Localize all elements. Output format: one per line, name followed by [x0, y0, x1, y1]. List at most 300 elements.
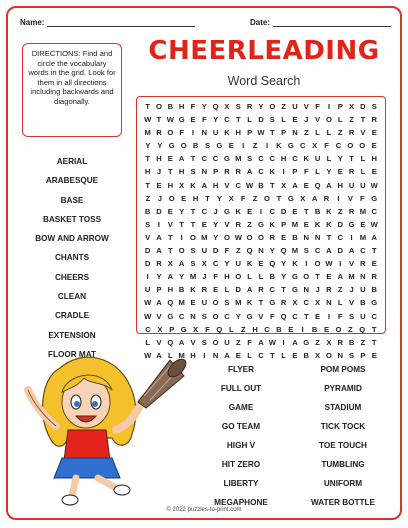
grid-letter[interactable]: E [190, 115, 196, 125]
grid-letter[interactable]: S [224, 298, 230, 308]
grid-letter[interactable]: D [235, 285, 242, 295]
grid-letter[interactable]: B [144, 206, 151, 216]
grid-letter[interactable]: R [258, 285, 264, 295]
grid-letter[interactable]: G [216, 141, 223, 151]
grid-letter[interactable]: L [168, 350, 173, 360]
grid-letter[interactable]: A [156, 246, 162, 256]
grid-letter[interactable]: K [326, 206, 332, 216]
grid-letter[interactable]: V [347, 193, 353, 203]
grid-letter[interactable]: E [371, 350, 377, 360]
grid-letter[interactable]: E [167, 206, 173, 216]
grid-letter[interactable]: S [190, 167, 196, 177]
grid-letter[interactable]: G [180, 324, 187, 334]
grid-letter[interactable]: T [360, 115, 366, 125]
grid-letter[interactable]: O [325, 115, 332, 125]
grid-letter[interactable]: L [326, 128, 332, 138]
grid-letter[interactable]: W [144, 311, 152, 321]
grid-letter[interactable]: S [201, 337, 207, 347]
grid-letter[interactable]: C [264, 324, 270, 334]
grid-letter[interactable]: A [156, 298, 162, 308]
grid-letter[interactable]: F [240, 193, 246, 203]
grid-letter[interactable]: Y [213, 115, 219, 125]
grid-letter[interactable]: U [201, 298, 208, 308]
grid-letter[interactable]: M [359, 206, 367, 216]
grid-letter[interactable]: C [371, 206, 377, 216]
grid-letter[interactable]: Y [145, 141, 151, 151]
grid-letter[interactable]: Y [337, 154, 343, 164]
grid-letter[interactable]: E [337, 167, 343, 177]
grid-letter[interactable]: F [213, 272, 218, 282]
grid-letter[interactable]: K [269, 219, 276, 229]
grid-letter[interactable]: I [259, 206, 262, 216]
grid-letter[interactable]: M [178, 298, 185, 308]
grid-letter[interactable]: L [360, 167, 366, 177]
grid-letter[interactable]: S [190, 246, 196, 256]
grid-letter[interactable]: X [315, 298, 321, 308]
grid-letter[interactable]: Z [247, 219, 252, 229]
grid-letter[interactable]: H [235, 128, 242, 138]
grid-letter[interactable]: C [335, 141, 342, 151]
grid-letter[interactable]: X [201, 259, 207, 269]
grid-letter[interactable]: C [303, 298, 309, 308]
grid-letter[interactable]: H [224, 272, 230, 282]
grid-letter[interactable]: R [235, 167, 242, 177]
name-field[interactable] [20, 18, 195, 27]
grid-letter[interactable]: Y [224, 259, 230, 269]
grid-letter[interactable]: E [303, 219, 309, 229]
grid-letter[interactable]: E [371, 141, 377, 151]
grid-letter[interactable]: Z [337, 285, 343, 295]
grid-letter[interactable]: C [337, 232, 343, 242]
grid-letter[interactable]: V [349, 298, 355, 308]
grid-letter[interactable]: C [258, 350, 264, 360]
grid-letter[interactable]: I [327, 311, 330, 321]
grid-letter[interactable]: O [180, 141, 187, 151]
grid-letter[interactable]: T [371, 324, 377, 334]
grid-letter[interactable]: E [281, 232, 287, 242]
grid-letter[interactable]: Z [303, 128, 309, 138]
grid-letter[interactable]: Y [281, 272, 287, 282]
grid-letter[interactable]: W [257, 128, 265, 138]
grid-letter[interactable]: M [178, 350, 185, 360]
grid-letter[interactable]: A [246, 167, 253, 177]
grid-letter[interactable]: A [224, 350, 230, 360]
grid-letter[interactable]: R [246, 102, 253, 111]
grid-letter[interactable]: C [201, 206, 208, 216]
grid-letter[interactable]: W [144, 115, 152, 125]
grid-letter[interactable]: I [350, 232, 353, 242]
grid-letter[interactable]: S [190, 259, 196, 269]
grid-letter[interactable]: T [303, 206, 309, 216]
grid-letter[interactable]: Q [280, 246, 287, 256]
grid-letter[interactable]: E [292, 115, 298, 125]
grid-letter[interactable]: O [235, 272, 242, 282]
grid-letter[interactable]: E [371, 128, 377, 138]
grid-letter[interactable]: T [145, 180, 150, 190]
grid-letter[interactable]: Y [258, 102, 264, 111]
grid-letter[interactable]: Z [240, 324, 246, 334]
grid-letter[interactable]: X [300, 193, 306, 203]
grid-letter[interactable]: T [349, 154, 354, 164]
grid-letter[interactable]: I [180, 232, 183, 242]
grid-letter[interactable]: T [179, 219, 184, 229]
grid-letter[interactable]: L [145, 337, 150, 347]
grid-letter[interactable]: M [201, 232, 208, 242]
grid-letter[interactable]: T [145, 102, 150, 111]
grid-letter[interactable]: X [292, 298, 298, 308]
grid-letter[interactable]: X [179, 180, 185, 190]
grid-letter[interactable]: Q [269, 259, 276, 269]
grid-letter[interactable]: F [190, 102, 196, 111]
grid-letter[interactable]: M [348, 272, 355, 282]
grid-letter[interactable]: I [301, 324, 304, 334]
grid-letter[interactable]: Y [179, 272, 185, 282]
grid-letter[interactable]: G [246, 311, 253, 321]
grid-letter[interactable]: E [371, 167, 377, 177]
grid-letter[interactable]: W [370, 180, 378, 190]
grid-letter[interactable]: E [288, 324, 294, 334]
grid-letter[interactable]: M [189, 272, 197, 282]
grid-letter[interactable]: Z [235, 337, 241, 347]
grid-letter[interactable]: P [247, 128, 253, 138]
grid-letter[interactable]: C [178, 311, 185, 321]
grid-letter[interactable]: O [224, 232, 230, 242]
grid-letter[interactable]: W [234, 232, 242, 242]
grid-letter[interactable]: E [292, 206, 298, 216]
grid-letter[interactable]: W [268, 337, 276, 347]
grid-letter[interactable]: P [281, 128, 287, 138]
grid-letter[interactable]: H [192, 193, 199, 203]
grid-letter[interactable]: G [257, 219, 264, 229]
grid-letter[interactable]: S [235, 102, 241, 111]
grid-letter[interactable]: O [303, 272, 310, 282]
grid-letter[interactable]: W [144, 298, 152, 308]
grid-letter[interactable]: J [157, 193, 162, 203]
grid-letter[interactable]: V [190, 337, 196, 347]
grid-letter[interactable]: E [303, 180, 309, 190]
grid-letter[interactable]: C [292, 154, 298, 164]
grid-letter[interactable]: I [327, 102, 330, 111]
grid-letter[interactable]: Q [167, 337, 174, 347]
grid-letter[interactable]: H [371, 154, 377, 164]
grid-letter[interactable]: D [144, 259, 151, 269]
grid-letter[interactable]: K [190, 180, 196, 190]
grid-letter[interactable]: N [303, 232, 309, 242]
grid-letter[interactable]: Z [252, 193, 258, 203]
grid-letter[interactable]: U [348, 180, 355, 190]
grid-letter[interactable]: Z [145, 193, 151, 203]
grid-letter[interactable]: T [269, 128, 275, 138]
grid-letter[interactable]: O [257, 232, 264, 242]
grid-letter[interactable]: B [303, 350, 309, 360]
grid-letter[interactable]: N [292, 128, 298, 138]
grid-letter[interactable]: C [212, 259, 219, 269]
grid-letter[interactable]: I [339, 259, 342, 269]
grid-letter[interactable]: O [167, 128, 174, 138]
grid-letter[interactable]: E [292, 350, 298, 360]
grid-letter[interactable]: R [360, 259, 366, 269]
grid-letter[interactable]: H [178, 167, 185, 177]
grid-letter[interactable]: S [349, 350, 355, 360]
grid-letter[interactable]: T [326, 232, 332, 242]
grid-letter[interactable]: B [258, 180, 264, 190]
grid-letter[interactable]: D [144, 246, 151, 256]
grid-letter[interactable]: I [282, 167, 285, 177]
grid-letter[interactable]: K [314, 219, 321, 229]
grid-letter[interactable]: H [212, 180, 219, 190]
word-search-grid[interactable] [136, 96, 386, 360]
grid-letter[interactable]: I [146, 272, 149, 282]
grid-letter[interactable]: S [247, 154, 253, 164]
grid-letter[interactable]: Q [216, 324, 223, 334]
grid-letter[interactable]: C [371, 311, 377, 321]
grid-letter[interactable]: N [326, 298, 332, 308]
date-blank[interactable] [273, 18, 391, 27]
grid-letter[interactable]: W [166, 115, 174, 125]
grid-letter[interactable]: E [258, 259, 264, 269]
grid-letter[interactable]: E [235, 350, 241, 360]
grid-letter[interactable]: U [360, 285, 366, 295]
grid-letter[interactable]: C [269, 285, 276, 295]
grid-letter[interactable]: C [299, 141, 306, 151]
grid-letter[interactable]: V [224, 219, 230, 229]
grid-letter[interactable]: F [247, 337, 252, 347]
grid-letter[interactable]: L [360, 154, 366, 164]
grid-letter[interactable]: A [201, 180, 208, 190]
grid-letter[interactable]: U [360, 180, 366, 190]
grid-letter[interactable]: R [280, 298, 287, 308]
grid-letter[interactable]: V [167, 219, 173, 229]
grid-letter[interactable]: C [360, 246, 366, 256]
grid-letter[interactable]: W [325, 259, 333, 269]
grid-letter[interactable]: O [359, 141, 366, 151]
grid-letter[interactable]: Z [349, 115, 354, 125]
grid-letter[interactable]: Y [157, 141, 163, 151]
grid-letter[interactable]: S [349, 311, 355, 321]
grid-letter[interactable]: P [360, 350, 366, 360]
grid-letter[interactable]: L [326, 154, 332, 164]
grid-letter[interactable]: T [190, 219, 196, 229]
grid-letter[interactable]: I [157, 219, 161, 229]
grid-letter[interactable]: F [224, 246, 230, 256]
grid-letter[interactable]: A [258, 337, 264, 347]
grid-letter[interactable]: A [326, 180, 332, 190]
grid-letter[interactable]: W [246, 180, 254, 190]
grid-letter[interactable]: K [235, 206, 242, 216]
grid-letter[interactable]: T [190, 206, 196, 216]
grid-letter[interactable]: P [292, 167, 298, 177]
grid-letter[interactable]: U [224, 337, 230, 347]
grid-letter[interactable]: B [360, 298, 366, 308]
grid-letter[interactable]: G [371, 193, 378, 203]
grid-letter[interactable]: T [269, 350, 275, 360]
grid-letter[interactable]: W [370, 219, 378, 229]
grid-letter[interactable]: T [168, 167, 173, 177]
grid-letter[interactable]: Y [235, 311, 241, 321]
grid-letter[interactable]: F [324, 141, 329, 151]
grid-letter[interactable]: G [287, 141, 294, 151]
grid-letter[interactable]: G [167, 311, 174, 321]
grid-letter[interactable]: Z [281, 102, 286, 111]
grid-letter[interactable]: G [224, 206, 230, 216]
grid-letter[interactable]: V [156, 311, 162, 321]
grid-letter[interactable]: T [190, 154, 196, 164]
grid-letter[interactable]: O [178, 246, 185, 256]
grid-letter[interactable]: E [360, 219, 366, 229]
grid-letter[interactable]: A [326, 246, 332, 256]
grid-letter[interactable]: H [167, 285, 174, 295]
grid-letter[interactable]: N [201, 167, 208, 177]
grid-letter[interactable]: R [371, 115, 377, 125]
grid-letter[interactable]: H [190, 350, 196, 360]
grid-letter[interactable]: T [276, 193, 282, 203]
grid-letter[interactable]: K [303, 154, 309, 164]
grid-letter[interactable]: K [246, 259, 253, 269]
grid-letter[interactable]: P [156, 285, 162, 295]
grid-letter[interactable]: I [242, 141, 245, 151]
grid-letter[interactable]: N [212, 350, 219, 360]
grid-letter[interactable]: D [280, 206, 287, 216]
grid-letter[interactable]: B [371, 285, 377, 295]
grid-letter[interactable]: O [314, 259, 321, 269]
grid-letter[interactable]: C [258, 154, 264, 164]
grid-letter[interactable]: N [190, 311, 196, 321]
grid-letter[interactable]: M [235, 298, 242, 308]
grid-letter[interactable]: Z [252, 141, 258, 151]
grid-letter[interactable]: X [228, 193, 234, 203]
grid-letter[interactable]: L [315, 167, 320, 177]
grid-letter[interactable]: R [235, 219, 242, 229]
grid-letter[interactable]: R [323, 193, 330, 203]
grid-letter[interactable]: B [311, 324, 318, 334]
grid-letter[interactable]: H [337, 180, 343, 190]
grid-letter[interactable]: N [360, 272, 366, 282]
grid-letter[interactable]: D [156, 206, 162, 216]
grid-letter[interactable]: A [178, 337, 185, 347]
grid-letter[interactable]: F [359, 193, 365, 203]
grid-letter[interactable]: B [348, 337, 355, 347]
grid-letter[interactable]: X [315, 350, 321, 360]
grid-letter[interactable]: X [281, 180, 287, 190]
grid-letter[interactable]: U [144, 285, 151, 295]
grid-letter[interactable]: E [371, 259, 377, 269]
grid-letter[interactable]: K [190, 285, 196, 295]
grid-letter[interactable]: X [157, 324, 163, 334]
grid-letter[interactable]: O [168, 193, 175, 203]
grid-letter[interactable]: C [201, 154, 208, 164]
grid-letter[interactable]: P [281, 219, 287, 229]
grid-letter[interactable]: E [181, 193, 187, 203]
grid-letter[interactable]: E [324, 324, 330, 334]
grid-letter[interactable]: J [315, 285, 320, 295]
grid-letter[interactable]: N [258, 246, 264, 256]
grid-letter[interactable]: T [156, 115, 162, 125]
grid-letter[interactable]: C [269, 206, 276, 216]
grid-letter[interactable]: E [156, 180, 162, 190]
grid-letter[interactable]: B [292, 232, 298, 242]
grid-letter[interactable]: X [224, 102, 230, 111]
grid-letter[interactable]: S [371, 102, 377, 111]
grid-letter[interactable]: G [287, 193, 294, 203]
grid-letter[interactable]: V [303, 102, 309, 111]
grid-letter[interactable]: G [269, 298, 276, 308]
grid-letter[interactable]: R [156, 259, 162, 269]
grid-letter[interactable]: I [191, 128, 195, 138]
grid-letter[interactable]: M [291, 246, 299, 256]
grid-letter[interactable]: E [167, 154, 173, 164]
grid-letter[interactable]: R [224, 167, 230, 177]
grid-letter[interactable]: B [269, 272, 276, 282]
grid-letter[interactable]: T [258, 298, 264, 308]
grid-letter[interactable]: D [337, 246, 343, 256]
grid-letter[interactable]: T [269, 180, 275, 190]
grid-letter[interactable]: H [178, 102, 185, 111]
grid-letter[interactable]: G [291, 285, 298, 295]
grid-letter[interactable]: L [281, 350, 286, 360]
grid-letter[interactable]: L [315, 128, 320, 138]
grid-letter[interactable]: E [190, 298, 196, 308]
grid-letter[interactable]: T [371, 337, 377, 347]
grid-letter[interactable]: O [212, 311, 219, 321]
grid-letter[interactable]: D [258, 115, 264, 125]
grid-letter[interactable]: R [348, 206, 355, 216]
grid-letter[interactable]: L [337, 298, 343, 308]
grid-letter[interactable]: X [326, 337, 332, 347]
grid-letter[interactable]: A [311, 193, 318, 203]
grid-letter[interactable]: K [224, 128, 230, 138]
grid-letter[interactable]: Q [280, 311, 287, 321]
grid-letter[interactable]: R [156, 128, 162, 138]
grid-letter[interactable]: X [349, 102, 355, 111]
grid-letter[interactable]: D [360, 102, 366, 111]
grid-letter[interactable]: B [314, 206, 321, 216]
grid-letter[interactable]: P [337, 102, 343, 111]
grid-letter[interactable]: V [315, 115, 321, 125]
grid-letter[interactable]: H [144, 167, 151, 177]
grid-letter[interactable]: V [145, 232, 151, 242]
grid-letter[interactable]: P [213, 167, 219, 177]
grid-letter[interactable]: T [205, 193, 210, 203]
grid-letter[interactable]: S [303, 246, 309, 256]
grid-letter[interactable]: N [314, 232, 321, 242]
grid-letter[interactable]: Y [216, 193, 222, 203]
grid-letter[interactable]: I [337, 193, 340, 203]
grid-letter[interactable]: F [269, 311, 275, 321]
grid-letter[interactable]: O [347, 141, 354, 151]
grid-letter[interactable]: C [235, 180, 242, 190]
grid-letter[interactable]: G [303, 337, 310, 347]
grid-letter[interactable]: A [246, 285, 253, 295]
grid-letter[interactable]: F [337, 311, 343, 321]
grid-letter[interactable]: Y [269, 246, 275, 256]
grid-letter[interactable]: E [228, 141, 234, 151]
grid-letter[interactable]: L [281, 115, 286, 125]
date-field[interactable] [250, 18, 391, 27]
grid-letter[interactable]: O [264, 193, 270, 203]
grid-letter[interactable]: T [303, 311, 309, 321]
grid-letter[interactable]: Y [326, 167, 332, 177]
grid-letter[interactable]: T [315, 272, 320, 282]
grid-letter[interactable]: Z [235, 246, 241, 256]
grid-letter[interactable]: J [213, 206, 218, 216]
grid-letter[interactable]: L [224, 285, 230, 295]
grid-letter[interactable]: Y [156, 272, 162, 282]
grid-letter[interactable]: D [212, 246, 219, 256]
grid-letter[interactable]: L [247, 115, 252, 125]
grid-letter[interactable]: O [212, 337, 219, 347]
grid-letter[interactable]: R [371, 272, 377, 282]
grid-letter[interactable]: E [326, 272, 332, 282]
